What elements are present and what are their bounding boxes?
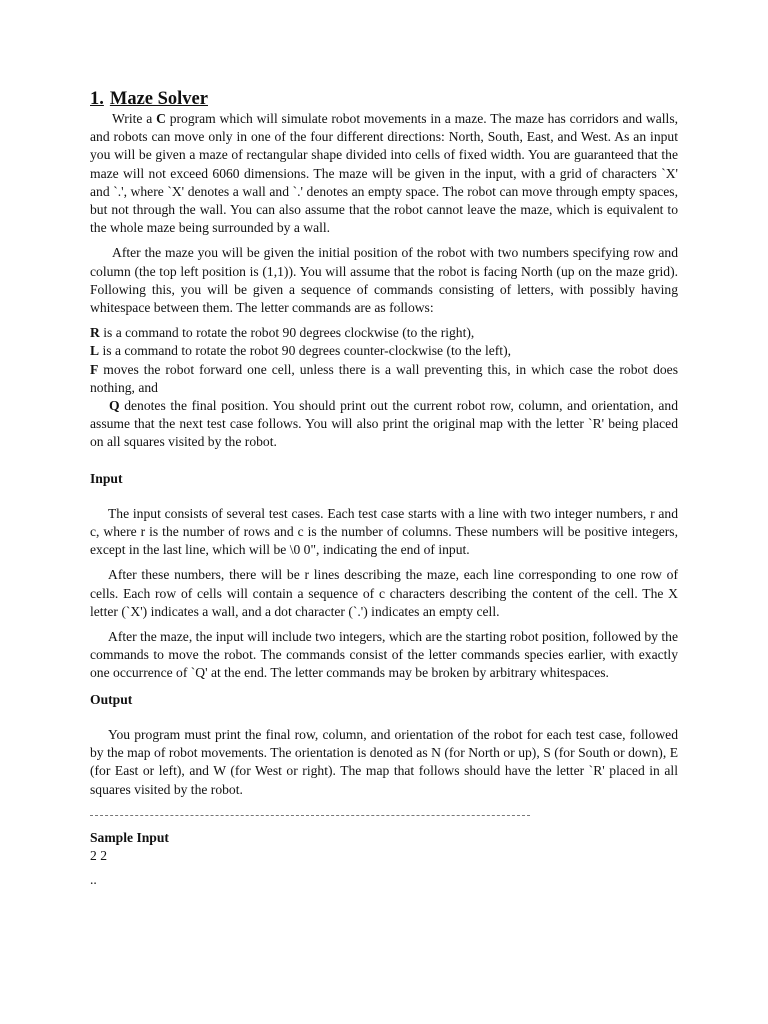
- command-f-text: moves the robot forward one cell, unless there is a wall preventing this, in which case the robot does nothing, and: [90, 361, 678, 395]
- heading-number: 1.: [90, 89, 104, 109]
- section-heading: [90, 88, 678, 110]
- input-paragraph-2: After these numbers, there will be r lines describing the maze, each line corresponding to one row of cells. Each row of cells will contain a sequence of c characters describing the content of the cell. The X letter (`X') indicates a wall, and a dot character (`.') indicates an empty cell.: [90, 567, 678, 619]
- command-f: [90, 361, 678, 397]
- sample-input-line-2: ..: [90, 872, 97, 888]
- command-r: [90, 324, 678, 342]
- intro-p1-pre: Write a: [112, 111, 157, 126]
- command-q-key: Q: [109, 398, 120, 414]
- command-f-key: F: [90, 361, 99, 377]
- intro-p1-bold: C: [156, 111, 166, 126]
- command-l: [90, 342, 678, 360]
- input-paragraph-3: After the maze, the input will include two integers, which are the starting robot position, followed by the commands to move the robot. The commands consist of the letter commands species earlier, with exactly one occurrence of `Q' at the end. The letter commands may be broken by arbitrary whitespaces.: [90, 629, 678, 681]
- intro-p1-post: program which will simulate robot movements in a maze. The maze has corridors and walls, and robots can move only in one of the four different directions: North, South, East, and West. As an input you will be given a maze of rectangular shape divided into cells of fixed width. You are guaranteed that the maze will not exceed 6060 dimensions. The maze will be given in the input, with a grid of characters `X' and `.', where `X' denotes a wall and `.' denotes an empty space. The robot can move through empty spaces, but not through the wall. You can also assume that the robot cannot leave the maze, which is equivalent to the whole maze being surrounded by a wall.: [90, 111, 679, 236]
- dashed-divider: [90, 815, 530, 816]
- intro-paragraph-1: [90, 110, 678, 237]
- command-l-text: is a command to rotate the robot 90 degrees counter-clockwise (to the left),: [99, 343, 512, 359]
- input-section-title: Input: [90, 470, 123, 486]
- sample-input-title: Sample Input: [90, 829, 169, 845]
- command-q: [90, 397, 678, 452]
- command-r-key: R: [90, 325, 100, 341]
- input-paragraph-1: The input consists of several test cases. Each test case starts with a line with two integer numbers, r and c, where r is the number of rows and c is the number of columns. These numbers will be positive integers, except in the last line, which will be \0 0", indicating the end of input.: [90, 505, 678, 558]
- command-r-text: is a command to rotate the robot 90 degrees clockwise (to the right),: [99, 325, 475, 341]
- heading-title: Maze Solver: [109, 89, 208, 109]
- output-section-title: Output: [90, 691, 133, 707]
- command-q-text: denotes the final position. You should print out the current robot row, column, and orientation, and assume that the next test case follows. You will also print the original map with the letter `R' being placed on all squares visited by the robot.: [90, 398, 678, 450]
- intro-paragraph-2: After the maze you will be given the initial position of the robot with two numbers specifying row and column (the top left position is (1,1)). You will assume that the robot is facing North (up on the maze grid). Following this, you will be given a sequence of commands consisting of letters, with possibly having whitespace between them. The letter commands are as follows:: [90, 245, 678, 316]
- output-paragraph-1: You program must print the final row, column, and orientation of the robot for each test case, followed by the map of robot movements. The orientation is denoted as N (for North or up), S (for South or down), E (for East or left), and W (for West or right). The map that follows should have the letter `R' placed in all squares visited by the robot.: [90, 726, 678, 797]
- sample-input-line-1: 2 2: [90, 847, 107, 863]
- command-l-key: L: [90, 343, 100, 359]
- document-page: [90, 88, 678, 889]
